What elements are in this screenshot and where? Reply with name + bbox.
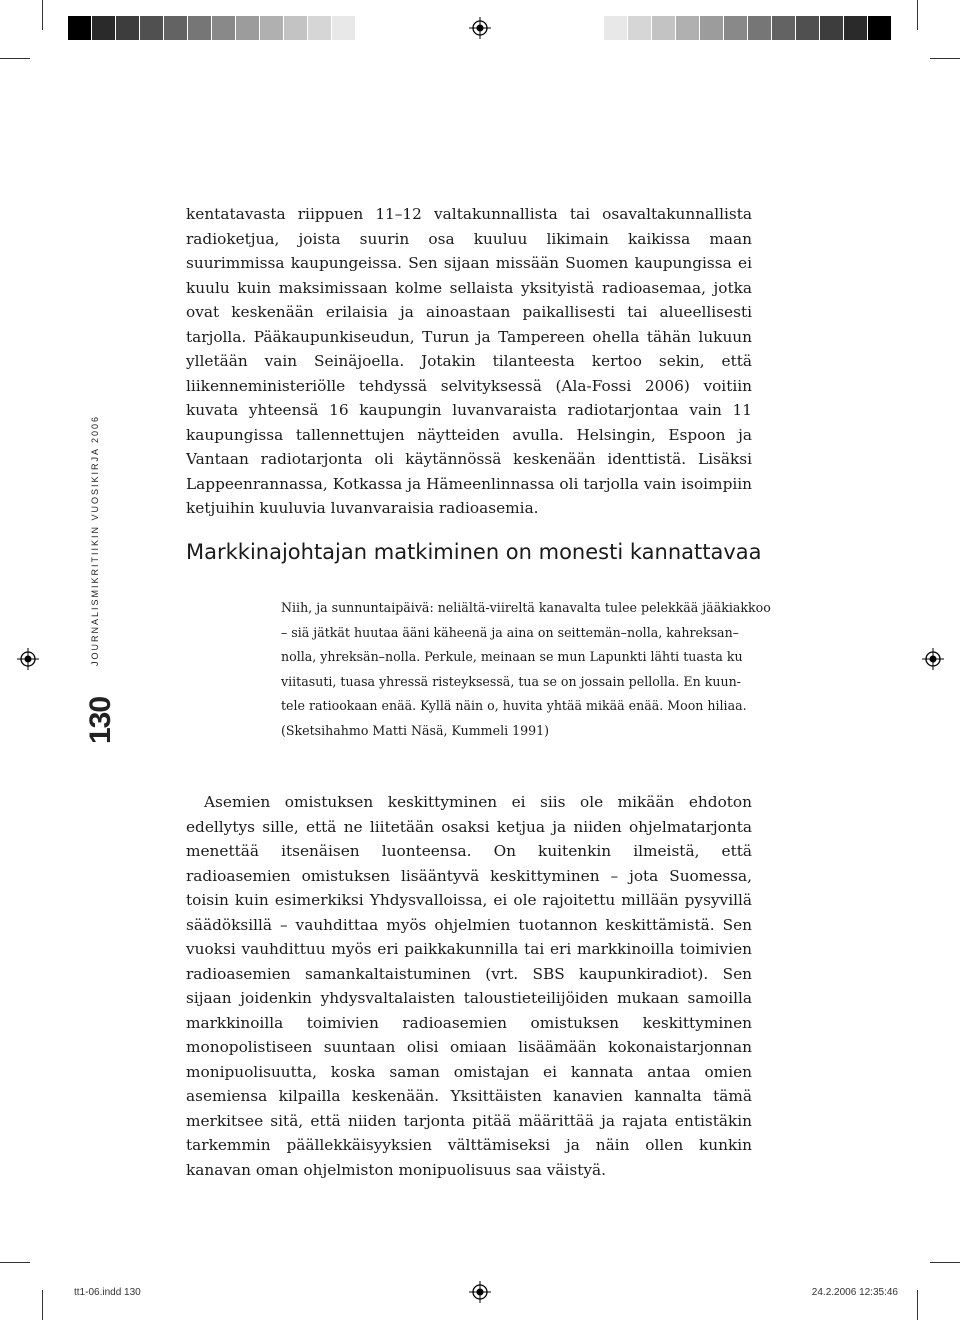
- crop-mark-tl-v: [42, 0, 43, 30]
- color-swatch: [772, 16, 796, 40]
- color-swatch: [260, 16, 284, 40]
- color-swatch: [236, 16, 260, 40]
- registration-mark-top-icon: [469, 17, 491, 39]
- quote-attribution: (Sketsihahmo Matti Näsä, Kummeli 1991): [281, 722, 550, 738]
- color-swatch: [284, 16, 308, 40]
- color-swatch: [748, 16, 772, 40]
- quote-line: viitasuti, tuasa yhressä risteyksessä, tua se on jossain pellolla. En kuun-: [281, 673, 741, 689]
- registration-mark-left-icon: [17, 648, 39, 670]
- slug-file: tt1-06.indd 130: [74, 1287, 141, 1298]
- side-margin: [84, 414, 124, 744]
- color-swatch: [332, 16, 356, 40]
- color-swatch: [116, 16, 140, 40]
- quote-line: tele ratiookaan enää. Kyllä näin o, huvita yhtää mikää enää. Moon hiliaa.: [281, 698, 747, 713]
- quote-line: nolla, yhreksän–nolla. Perkule, meinaan se mun Lapunkti lähti tuasta ku: [281, 649, 743, 664]
- color-swatch: [724, 16, 748, 40]
- crop-mark-br-h: [930, 1262, 960, 1263]
- color-swatch: [628, 16, 652, 40]
- crop-mark-tl-h: [0, 58, 30, 59]
- running-head: JOURNALISMIKRITIIKIN VUOSIKIRJA 2006: [90, 414, 100, 666]
- crop-mark-bl-h: [0, 1262, 30, 1263]
- quote-line: – siä jätkät huutaa ääni käheenä ja aina on seittemän–nolla, kahreksan–: [281, 624, 739, 640]
- color-swatch: [308, 16, 332, 40]
- color-swatch: [820, 16, 844, 40]
- page-number: 130: [84, 696, 117, 744]
- color-swatch: [68, 16, 92, 40]
- color-swatch: [164, 16, 188, 40]
- crop-mark-br-v: [917, 1290, 918, 1320]
- slug-timestamp: 24.2.2006 12:35:46: [811, 1287, 898, 1298]
- registration-mark-bottom-icon: [469, 1281, 491, 1303]
- color-swatch: [188, 16, 212, 40]
- color-swatch: [868, 16, 892, 40]
- color-swatch: [796, 16, 820, 40]
- color-swatch: [676, 16, 700, 40]
- section-heading: Markkinajohtajan matkiminen on monesti kannattavaa: [186, 540, 762, 564]
- color-swatch: [212, 16, 236, 40]
- color-swatch: [652, 16, 676, 40]
- crop-mark-tr-h: [930, 58, 960, 59]
- color-bar-left: [68, 16, 356, 40]
- color-bar-right: [604, 16, 892, 40]
- registration-mark-right-icon: [922, 648, 944, 670]
- crop-mark-bl-v: [42, 1290, 43, 1320]
- color-swatch: [140, 16, 164, 40]
- color-swatch: [604, 16, 628, 40]
- quote-block: [281, 596, 771, 743]
- paragraph-1: kentatavasta riippuen 11–12 valtakunnallista tai osavaltakunnallista radioketjua, joista suurin osa kuuluu likimain kaikissa maan suurimmissa kaupungeissa. Sen sijaan missään Suomen kaupungissa ei kuulu kuin maksimissaan kolme sellaista yksityistä radioasemaa, jotka ovat keskenään erilaisia ja ainoastaan paikallisesti tai alueellisesti tarjolla. Pääkaupunkiseudun, Turun ja Tampereen ohella tähän lukuun ylletään vain Seinäjoella. Jotakin tilanteesta kertoo sekin, että liikenneministeriölle tehdyssä selvityksessä (Ala-Fossi 2006) voitiin kuvata yhteensä 16 kaupungin luvanvaraista radiotarjontaa vain 11 kaupungissa tallennettujen näytteiden avulla. Helsingin, Espoon ja Vantaan radiotarjonta oli käytännössä keskenään identtistä. Lisäksi Lappeenrannassa, Kotkassa ja Hämeenlinnassa oli tarjolla vain isoimpiin ketjuihin kuuluvia luvanvaraisia radioasemia.: [186, 205, 752, 517]
- crop-mark-tr-v: [917, 0, 918, 30]
- paragraph-2: Asemien omistuksen keskittyminen ei siis ole mikään ehdoton edellytys sille, että ne liitetään osaksi ketjua ja niiden ohjelmatarjonta menettää itsenäisen luonteensa. On kuitenkin ilmeistä, että radioasemien omistuksen lisääntyvä keskittyminen – jota Suomessa, toisin kuin esimerkiksi Yhdysvalloissa, ei ole rajoitettu millään pysyvillä säädöksillä – vauhdittaa myös ohjelmien tuotannon keskittämistä. Sen vuoksi vauhdittuu myös eri paikkakunnilla tai eri markkinoilla toimivien radioasemien samankaltaistuminen (vrt. SBS kaupunkiradiot). Sen sijaan joidenkin yhdysvaltalaisten taloustieteilijöiden mukaan samoilla markkinoilla toimivien radioasemien omistuksen keskittyminen monopolistiseen suuntaan olisi omiaan lisäämään kokonaistarjonnan monipuolisuutta, koska saman omistajan ei kannata antaa omien asemiensa kilpailla keskenään. Yksittäisten kanavien kannalta tämä merkitsee sitä, että niiden tarjonta pitää määrittää ja rajata entistäkin tarkemmin päällekkäisyyksien välttämiseksi ja näin ollen kunkin kanavan oman ohjelmiston monipuolisuus saa väistyä.: [186, 793, 752, 1179]
- color-swatch: [844, 16, 868, 40]
- quote-line: Niih, ja sunnuntaipäivä: neliältä-viireltä kanavalta tulee pelekkää jääkiakkoo: [281, 600, 771, 615]
- color-swatch: [700, 16, 724, 40]
- color-swatch: [92, 16, 116, 40]
